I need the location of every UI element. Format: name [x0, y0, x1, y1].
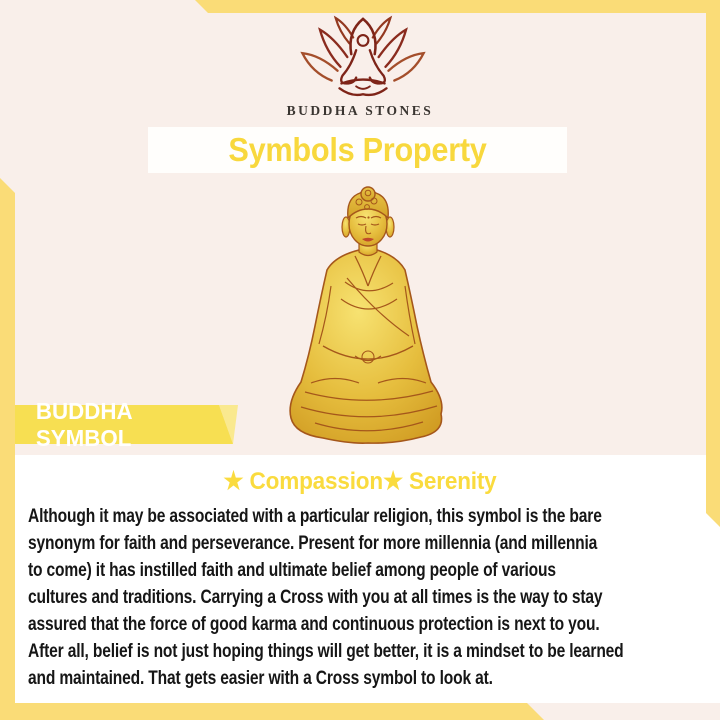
- brand-name: BUDDHA STONES: [286, 103, 434, 118]
- body-line: Although it may be associated with a particular religion, this symbol is the bare: [28, 506, 602, 527]
- body-line: cultures and traditions. Carrying a Cross with you at all times is the way to stay: [28, 587, 603, 608]
- body-line: and maintained. That gets easier with a Cross symbol to look at.: [28, 668, 493, 689]
- body-paragraph: [28, 503, 720, 692]
- title-band: [148, 127, 567, 173]
- page-title: Symbols Property: [228, 131, 487, 168]
- buddha-illustration: [275, 186, 455, 448]
- body-line: synonym for faith and perseverance. Present for more millennia (and millennia: [28, 533, 598, 554]
- content-heading: ★ Compassion★ Serenity: [223, 468, 497, 495]
- body-line: After all, belief is not just hoping things will get better, it is a mindset to be learned: [28, 641, 624, 662]
- lotus-logo-icon: [292, 14, 434, 104]
- body-line: assured that the force of good karma and continuous protection is next to you.: [28, 614, 600, 635]
- badge-label: BUDDHA SYMBOL: [35, 397, 132, 451]
- body-line: to come) it has instilled faith and ultimate belief among people of various: [28, 560, 556, 581]
- content-section: [0, 455, 720, 703]
